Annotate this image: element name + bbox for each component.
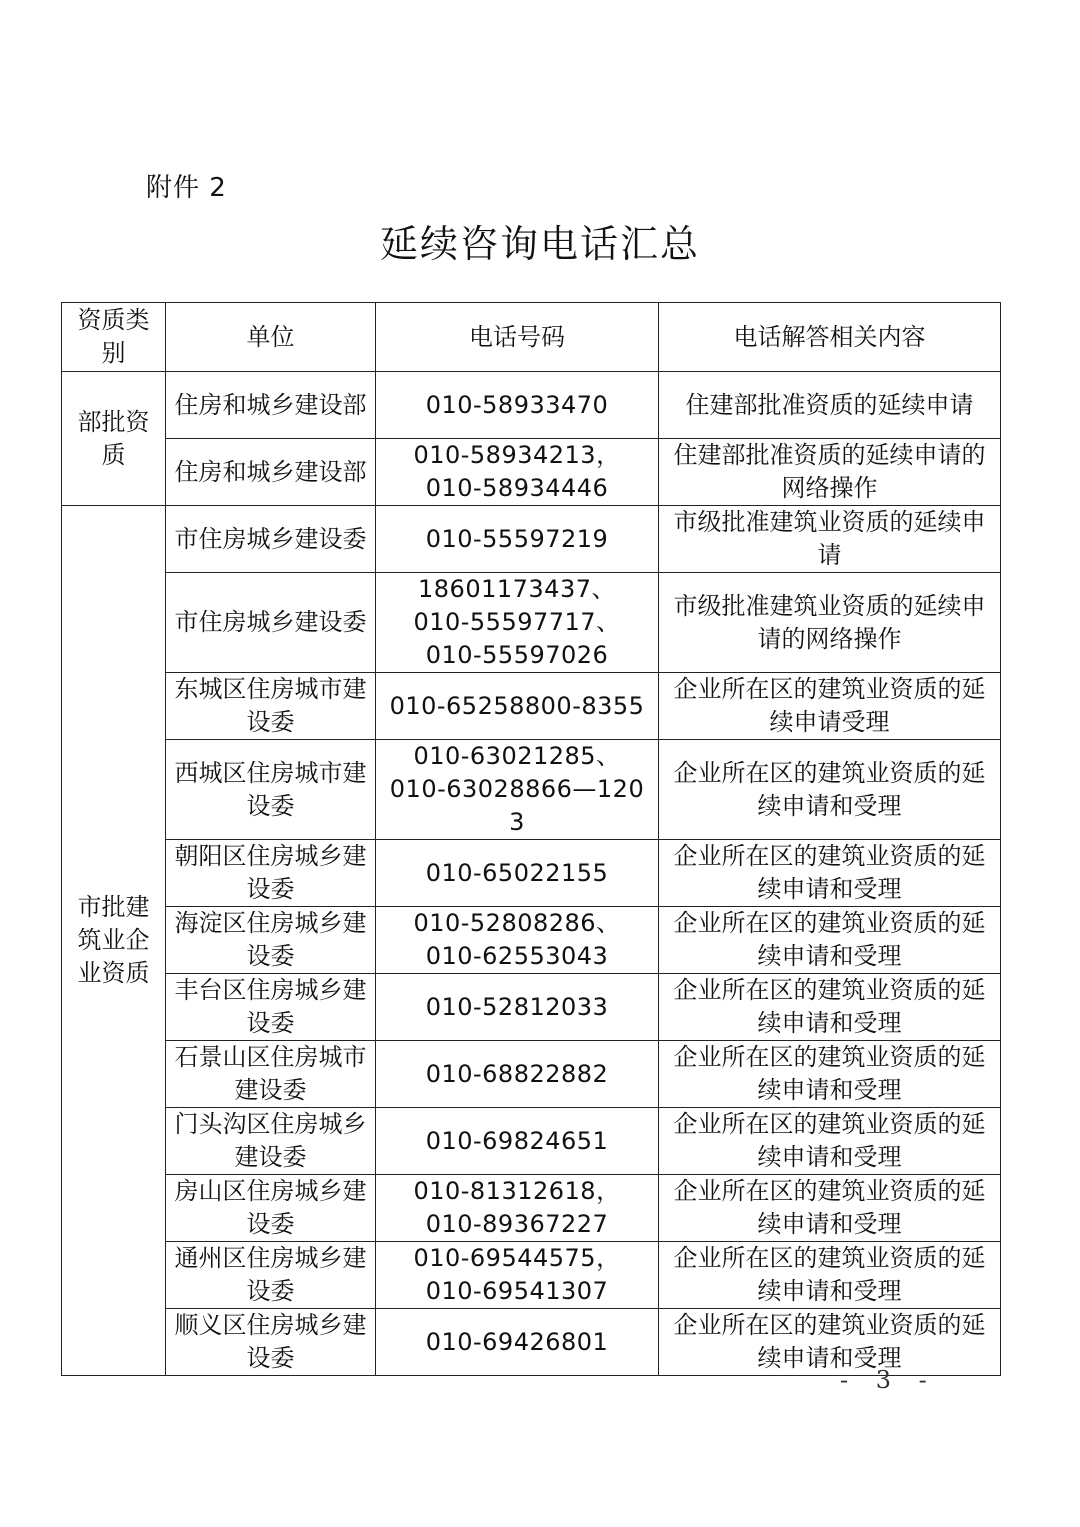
phone-number: 010-52812033 [425,992,609,1021]
phone-number: 010-52808286、 [413,909,621,937]
unit-cell: 门头沟区住房城乡建设委 [166,1108,376,1175]
unit-cell: 住房和城乡建设部 [166,372,376,439]
content-cell: 市级批准建筑业资质的延续申请 [659,506,1001,573]
phone-cell [376,1041,659,1108]
table-row [62,372,1001,439]
phone-cell [376,439,659,506]
phone-number: 010-89367227 [425,1210,609,1238]
phone-cell [376,372,659,439]
content-cell: 企业所在区的建筑业资质的延续申请和受理 [659,974,1001,1041]
phone-cell [376,974,659,1041]
unit-cell: 丰台区住房城乡建设委 [166,974,376,1041]
unit-cell: 房山区住房城乡建设委 [166,1175,376,1242]
phone-number: 010-58934213， [413,441,621,469]
content-cell: 市级批准建筑业资质的延续申请的网络操作 [659,573,1001,673]
unit-cell: 市住房城乡建设委 [166,573,376,673]
unit-cell: 海淀区住房城乡建设委 [166,907,376,974]
table-row [62,439,1001,506]
content-cell: 企业所在区的建筑业资质的延续申请和受理 [659,840,1001,907]
category-cell: 市批建筑业企业资质 [62,506,166,1376]
header-unit: 单位 [166,303,376,372]
table-row [62,740,1001,840]
table-row [62,506,1001,573]
attachment-label: 附件 2 [146,173,227,203]
phone-number: 010-69541307 [425,1277,609,1305]
unit-cell: 石景山区住房城市建设委 [166,1041,376,1108]
phone-number: 010-69544575， [413,1244,621,1272]
content-cell: 企业所在区的建筑业资质的延续申请和受理 [659,1108,1001,1175]
phone-number: 010-69824651 [425,1126,609,1155]
category-cell: 部批资质 [62,372,166,506]
unit-cell: 通州区住房城乡建设委 [166,1242,376,1309]
content-cell: 企业所在区的建筑业资质的延续申请和受理 [659,1242,1001,1309]
header-phone: 电话号码 [376,303,659,372]
table-header-row [62,303,1001,372]
phone-cell [376,907,659,974]
content-cell: 住建部批准资质的延续申请的网络操作 [659,439,1001,506]
content-cell: 企业所在区的建筑业资质的延续申请和受理 [659,907,1001,974]
header-category: 资质类别 [62,303,166,372]
unit-cell: 西城区住房城市建设委 [166,740,376,840]
table-row [62,573,1001,673]
content-cell: 企业所在区的建筑业资质的延续申请受理 [659,673,1001,740]
phone-number: 010-55597026 [425,641,609,669]
phone-cell [376,1242,659,1309]
unit-cell: 市住房城乡建设委 [166,506,376,573]
phone-cell [376,673,659,740]
header-content: 电话解答相关内容 [659,303,1001,372]
phone-number: 010-68822882 [425,1059,609,1088]
phone-number: 010-81312618， [413,1177,621,1205]
table-row [62,1108,1001,1175]
phone-number: 010-69426801 [425,1327,609,1356]
phone-number: 010-65258800-8355 [389,691,645,720]
phone-cell [376,1108,659,1175]
content-cell: 企业所在区的建筑业资质的延续申请和受理 [659,1175,1001,1242]
content-cell: 企业所在区的建筑业资质的延续申请和受理 [659,1309,1001,1376]
phone-cell [376,573,659,673]
phone-cell [376,506,659,573]
document-title: 延续咨询电话汇总 [379,222,700,266]
content-cell: 企业所在区的建筑业资质的延续申请和受理 [659,1041,1001,1108]
phone-number: 010-63021285、 [413,742,621,770]
phone-number: 010-58933470 [425,390,609,419]
phone-number: 010-63028866—1203 [389,775,645,836]
phone-cell [376,1175,659,1242]
phone-cell [376,1309,659,1376]
unit-cell: 朝阳区住房城乡建设委 [166,840,376,907]
phone-number: 010-65022155 [425,858,609,887]
phone-number: 010-58934446 [425,474,609,502]
table-row [62,907,1001,974]
unit-cell: 顺义区住房城乡建设委 [166,1309,376,1376]
table-row [62,1041,1001,1108]
content-cell: 企业所在区的建筑业资质的延续申请和受理 [659,740,1001,840]
phone-number: 010-62553043 [425,942,609,970]
phone-cell [376,840,659,907]
phone-number: 010-55597219 [425,524,609,553]
table-row [62,974,1001,1041]
table-row [62,673,1001,740]
table-row [62,1175,1001,1242]
phone-cell [376,740,659,840]
unit-cell: 住房和城乡建设部 [166,439,376,506]
phone-number: 18601173437、 [418,575,616,603]
page-number: - 3 - [840,1366,937,1394]
table-row [62,840,1001,907]
content-cell: 住建部批准资质的延续申请 [659,372,1001,439]
unit-cell: 东城区住房城市建设委 [166,673,376,740]
phone-number: 010-55597717、 [413,608,621,636]
contact-table [61,302,1001,1376]
table-row [62,1242,1001,1309]
